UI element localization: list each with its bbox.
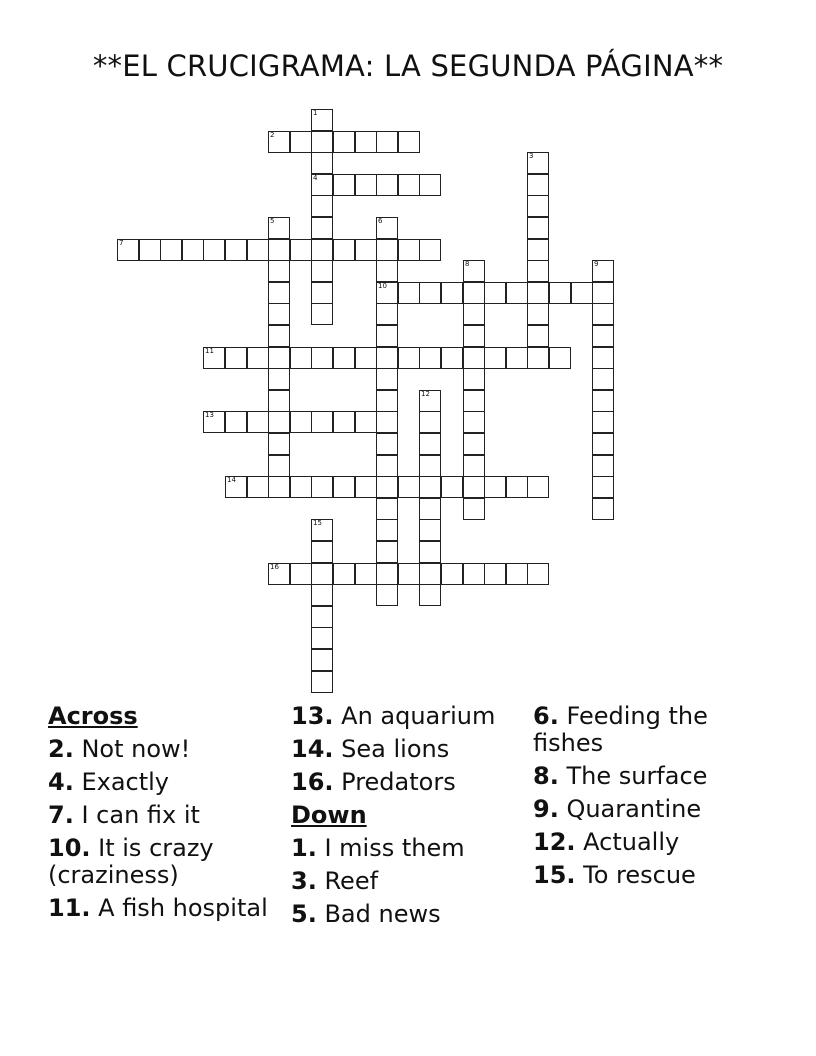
crossword-cell[interactable] (311, 584, 333, 606)
crossword-cell[interactable] (311, 152, 333, 174)
crossword-cell[interactable] (311, 627, 333, 649)
clue-across-13 (291, 703, 526, 730)
crossword-cell[interactable] (290, 131, 312, 153)
clue-across-16 (291, 769, 526, 796)
crossword-cell[interactable] (355, 239, 377, 261)
cell-number: 13 (205, 411, 214, 419)
clue-text: Bad news (316, 900, 441, 928)
crossword-cell[interactable] (376, 174, 398, 196)
crossword-cell[interactable] (376, 411, 398, 433)
crossword-cell[interactable] (311, 563, 333, 585)
clue-across-4 (48, 769, 278, 796)
crossword-cell[interactable] (311, 606, 333, 628)
crossword-cell[interactable] (376, 260, 398, 282)
crossword-cell[interactable] (117, 239, 139, 261)
clue-number: 13. (291, 702, 334, 730)
crossword-cell[interactable] (527, 260, 549, 282)
crossword-cell[interactable] (441, 563, 463, 585)
crossword-cell[interactable] (268, 411, 290, 433)
clue-down-5 (291, 901, 526, 928)
crossword-cell[interactable] (398, 347, 420, 369)
clue-down-3 (291, 868, 526, 895)
crossword-cell[interactable] (355, 563, 377, 585)
clue-number: 6. (533, 702, 559, 730)
clue-text: Not now! (73, 735, 191, 763)
crossword-cell[interactable] (463, 325, 485, 347)
crossword-cell[interactable] (376, 217, 398, 239)
crossword-cell[interactable] (549, 347, 571, 369)
crossword-cell[interactable] (527, 325, 549, 347)
clue-down-15 (533, 862, 773, 889)
crossword-cell[interactable] (592, 390, 614, 412)
crossword-cell[interactable] (333, 347, 355, 369)
clue-number: 3. (291, 867, 317, 895)
clue-text: Reef (316, 867, 379, 895)
crossword-cell[interactable] (311, 174, 333, 196)
crossword-cell[interactable] (333, 239, 355, 261)
crossword-cell[interactable] (527, 152, 549, 174)
crossword-cell[interactable] (527, 174, 549, 196)
clue-text: A fish hospital (90, 894, 268, 922)
crossword-cell[interactable] (311, 109, 333, 131)
crossword-cell[interactable] (592, 347, 614, 369)
crossword-cell[interactable] (419, 498, 441, 520)
crossword-cell[interactable] (333, 131, 355, 153)
crossword-cell[interactable] (376, 390, 398, 412)
clue-across-7 (48, 802, 278, 829)
crossword-cell[interactable] (247, 239, 269, 261)
clue-text: Feeding the fishes (533, 702, 708, 757)
crossword-cell[interactable] (506, 347, 528, 369)
crossword-cell[interactable] (376, 282, 398, 304)
crossword-cell[interactable] (311, 195, 333, 217)
crossword-cell[interactable] (225, 411, 247, 433)
crossword-cell[interactable] (571, 282, 593, 304)
cell-number: 15 (313, 519, 322, 527)
crossword-cell[interactable] (506, 282, 528, 304)
clue-text: I miss them (316, 834, 465, 862)
cell-number: 5 (270, 217, 275, 225)
clue-text: An aquarium (333, 702, 496, 730)
crossword-cell[interactable] (225, 239, 247, 261)
crossword-cell[interactable] (182, 239, 204, 261)
crossword-cell[interactable] (268, 239, 290, 261)
clue-text: Quarantine (558, 795, 702, 823)
crossword-cell[interactable] (333, 411, 355, 433)
crossword-cell[interactable] (527, 563, 549, 585)
crossword-cell[interactable] (311, 260, 333, 282)
down-heading: Down (291, 801, 367, 829)
clue-across-2 (48, 736, 278, 763)
crossword-cell[interactable] (463, 476, 485, 498)
crossword-cell[interactable] (527, 217, 549, 239)
crossword-cell[interactable] (268, 303, 290, 325)
clue-down-12 (533, 829, 773, 856)
clue-text: I can fix it (73, 801, 200, 829)
clue-down-6 (533, 703, 773, 757)
crossword-cell[interactable] (311, 671, 333, 693)
crossword-cell[interactable] (484, 282, 506, 304)
crossword-cell[interactable] (398, 131, 420, 153)
crossword-cell[interactable] (527, 303, 549, 325)
clues-column-2 (291, 703, 526, 934)
clue-number: 8. (533, 762, 559, 790)
crossword-cell[interactable] (592, 411, 614, 433)
crossword-cell[interactable] (463, 563, 485, 585)
crossword-cell[interactable] (441, 282, 463, 304)
crossword-cell[interactable] (463, 498, 485, 520)
clue-down-1 (291, 835, 526, 862)
crossword-cell[interactable] (311, 476, 333, 498)
crossword-cell[interactable] (419, 519, 441, 541)
clue-number: 14. (291, 735, 334, 763)
crossword-cell[interactable] (203, 347, 225, 369)
cell-number: 3 (529, 152, 534, 160)
crossword-cell[interactable] (484, 476, 506, 498)
clue-number: 5. (291, 900, 317, 928)
page-title: **EL CRUCIGRAMA: LA SEGUNDA PÁGINA** (92, 49, 724, 83)
crossword-cell[interactable] (311, 347, 333, 369)
crossword-cell[interactable] (549, 282, 571, 304)
clue-down-8 (533, 763, 773, 790)
crossword-cell[interactable] (333, 174, 355, 196)
crossword-cell[interactable] (268, 455, 290, 477)
crossword-cell[interactable] (527, 195, 549, 217)
crossword-cell[interactable] (527, 282, 549, 304)
crossword-cell[interactable] (376, 563, 398, 585)
cell-number: 9 (594, 260, 599, 268)
clue-across-10 (48, 835, 278, 889)
crossword-cell[interactable] (398, 174, 420, 196)
cell-number: 11 (205, 347, 214, 355)
crossword-cell[interactable] (484, 563, 506, 585)
crossword-cell[interactable] (139, 239, 161, 261)
clue-number: 16. (291, 768, 334, 796)
crossword-cell[interactable] (376, 368, 398, 390)
crossword-cell[interactable] (463, 411, 485, 433)
cell-number: 10 (378, 282, 387, 290)
crossword-cell[interactable] (376, 239, 398, 261)
clues-column-3 (533, 703, 773, 895)
crossword-cell[interactable] (463, 390, 485, 412)
clue-text: Exactly (73, 768, 170, 796)
crossword-cell[interactable] (398, 239, 420, 261)
crossword-cell[interactable] (268, 282, 290, 304)
crossword-cell[interactable] (463, 260, 485, 282)
crossword-cell[interactable] (268, 131, 290, 153)
cell-number: 7 (119, 239, 124, 247)
across-heading: Across (48, 702, 138, 730)
crossword-cell[interactable] (290, 411, 312, 433)
cell-number: 6 (378, 217, 383, 225)
clue-across-11 (48, 895, 278, 922)
crossword-cell[interactable] (311, 239, 333, 261)
crossword-cell[interactable] (311, 541, 333, 563)
crossword-cell[interactable] (419, 584, 441, 606)
crossword-cell[interactable] (506, 563, 528, 585)
clue-number: 10. (48, 834, 91, 862)
crossword-cell[interactable] (355, 411, 377, 433)
clue-text: Predators (333, 768, 456, 796)
crossword-cell[interactable] (290, 476, 312, 498)
cell-number: 8 (465, 260, 470, 268)
crossword-cell[interactable] (592, 433, 614, 455)
clue-text: The surface (558, 762, 708, 790)
crossword-cell[interactable] (355, 131, 377, 153)
cell-number: 14 (227, 476, 236, 484)
crossword-cell[interactable] (247, 476, 269, 498)
crossword-cell[interactable] (527, 347, 549, 369)
clue-text: Actually (575, 828, 680, 856)
crossword-cell[interactable] (311, 282, 333, 304)
cell-number: 2 (270, 131, 275, 139)
crossword-cell[interactable] (419, 174, 441, 196)
crossword-cell[interactable] (225, 476, 247, 498)
crossword-cell[interactable] (355, 347, 377, 369)
crossword-cell[interactable] (463, 282, 485, 304)
crossword-cell[interactable] (592, 498, 614, 520)
crossword-cell[interactable] (268, 368, 290, 390)
crossword-cell[interactable] (247, 411, 269, 433)
crossword-cell[interactable] (290, 563, 312, 585)
crossword-cell[interactable] (592, 325, 614, 347)
crossword-cell[interactable] (311, 217, 333, 239)
crossword-cell[interactable] (506, 476, 528, 498)
crossword-cell[interactable] (268, 260, 290, 282)
crossword-cell[interactable] (592, 368, 614, 390)
crossword-cell[interactable] (463, 368, 485, 390)
crossword-cell[interactable] (463, 347, 485, 369)
crossword-cell[interactable] (203, 239, 225, 261)
crossword-cell[interactable] (419, 347, 441, 369)
crossword-cell[interactable] (376, 476, 398, 498)
crossword-cell[interactable] (419, 455, 441, 477)
crossword-cell[interactable] (592, 303, 614, 325)
crossword-cell[interactable] (419, 239, 441, 261)
crossword-cell[interactable] (333, 563, 355, 585)
crossword-cell[interactable] (376, 519, 398, 541)
crossword-cell[interactable] (376, 498, 398, 520)
crossword-cell[interactable] (419, 390, 441, 412)
clue-number: 4. (48, 768, 74, 796)
cell-number: 1 (313, 109, 318, 117)
clues-column-1 (48, 703, 278, 928)
crossword-cell[interactable] (463, 455, 485, 477)
crossword-cell[interactable] (419, 282, 441, 304)
crossword-cell[interactable] (311, 519, 333, 541)
crossword-cell[interactable] (441, 347, 463, 369)
crossword-cell[interactable] (419, 433, 441, 455)
crossword-cell[interactable] (463, 303, 485, 325)
crossword-cell[interactable] (419, 476, 441, 498)
crossword-cell[interactable] (268, 217, 290, 239)
crossword-cell[interactable] (268, 325, 290, 347)
crossword-cell[interactable] (419, 541, 441, 563)
cell-number: 12 (421, 390, 430, 398)
crossword-cell[interactable] (527, 476, 549, 498)
crossword-cell[interactable] (463, 433, 485, 455)
crossword-cell[interactable] (376, 433, 398, 455)
clue-across-14 (291, 736, 526, 763)
crossword-cell[interactable] (376, 303, 398, 325)
crossword-cell[interactable] (355, 476, 377, 498)
crossword-cell[interactable] (419, 563, 441, 585)
crossword-cell[interactable] (311, 131, 333, 153)
crossword-cell[interactable] (592, 260, 614, 282)
clue-number: 11. (48, 894, 91, 922)
clue-number: 1. (291, 834, 317, 862)
crossword-cell[interactable] (268, 433, 290, 455)
cell-number: 16 (270, 563, 279, 571)
clue-text: It is crazy (craziness) (48, 834, 214, 889)
crossword-cell[interactable] (398, 563, 420, 585)
crossword-cell[interactable] (527, 239, 549, 261)
crossword-cell[interactable] (268, 347, 290, 369)
crossword-cell[interactable] (441, 476, 463, 498)
crossword-cell[interactable] (376, 455, 398, 477)
crossword-cell[interactable] (333, 476, 355, 498)
clue-text: To rescue (575, 861, 696, 889)
crossword-cell[interactable] (311, 649, 333, 671)
clue-down-9 (533, 796, 773, 823)
crossword-cell[interactable] (376, 347, 398, 369)
crossword-cell[interactable] (311, 303, 333, 325)
crossword-cell[interactable] (311, 411, 333, 433)
crossword-cell[interactable] (355, 174, 377, 196)
clue-text: Sea lions (333, 735, 450, 763)
crossword-cell[interactable] (398, 476, 420, 498)
crossword-cell[interactable] (484, 347, 506, 369)
crossword-cell[interactable] (376, 325, 398, 347)
crossword-cell[interactable] (268, 476, 290, 498)
crossword-cell[interactable] (290, 347, 312, 369)
clue-number: 9. (533, 795, 559, 823)
crossword-cell[interactable] (398, 282, 420, 304)
cell-number: 4 (313, 174, 318, 182)
crossword-cell[interactable] (203, 411, 225, 433)
crossword-cell[interactable] (268, 563, 290, 585)
crossword-cell[interactable] (592, 455, 614, 477)
clue-number: 7. (48, 801, 74, 829)
crossword-cell[interactable] (247, 347, 269, 369)
crossword-cell[interactable] (592, 282, 614, 304)
crossword-cell[interactable] (376, 541, 398, 563)
clue-number: 2. (48, 735, 74, 763)
crossword-cell[interactable] (290, 239, 312, 261)
crossword-cell[interactable] (376, 131, 398, 153)
clue-number: 12. (533, 828, 576, 856)
crossword-cell[interactable] (592, 476, 614, 498)
crossword-cell[interactable] (376, 584, 398, 606)
clue-number: 15. (533, 861, 576, 889)
crossword-cell[interactable] (419, 411, 441, 433)
crossword-cell[interactable] (225, 347, 247, 369)
crossword-cell[interactable] (160, 239, 182, 261)
crossword-cell[interactable] (268, 390, 290, 412)
